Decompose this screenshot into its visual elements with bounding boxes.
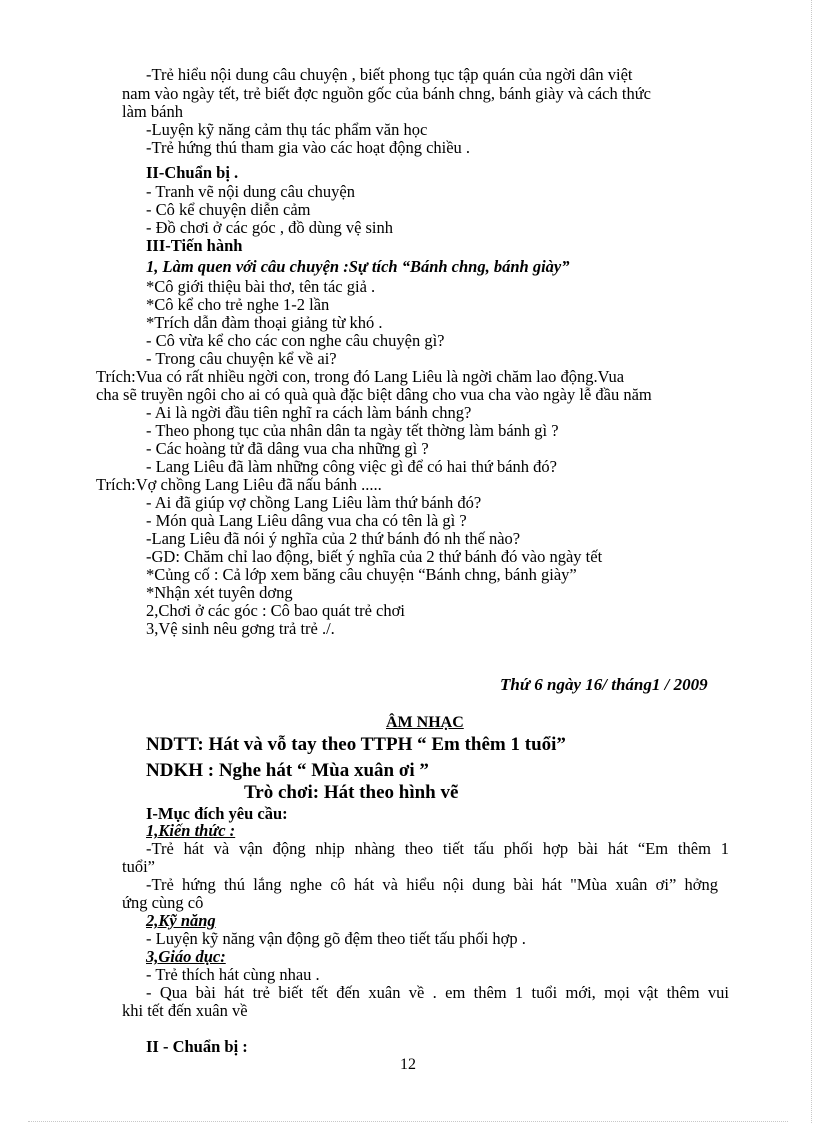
body-text: - Luyện kỹ năng vận động gõ đệm theo tiết tấu phối hợp . <box>146 929 526 948</box>
list-item: 3,Vệ sinh nêu gơng trả trẻ ./. <box>146 619 335 638</box>
section-heading: II-Chuẩn bị . <box>146 163 239 182</box>
quote-text: cha sẽ truyền ngôi cho ai có quà quà đặc biệt dâng cho vua cha vào ngày lễ đầu năm <box>96 385 652 404</box>
list-item: - Trong câu chuyện kể về ai? <box>146 349 337 368</box>
list-item: -Lang Liêu đã nói ý nghĩa của 2 thứ bánh đó nh thế nào? <box>146 529 521 548</box>
list-item: - Ai đã giúp vợ chồng Lang Liêu làm thứ bánh đó? <box>146 493 482 512</box>
quote-text: Trích:Vua có rất nhiều ngời con, trong đó Lang Liêu là ngời chăm lao động.Vua <box>96 367 625 386</box>
goal-text: -Trẻ hiểu nội dung câu chuyện , biết phong tục tập quán của ngời dân việt <box>146 65 633 84</box>
list-item: - Các hoàng tử đã dâng vua cha những gì ? <box>146 439 429 458</box>
sub-heading: 3,Giáo dục: <box>146 947 226 966</box>
page-number: 12 <box>400 1056 416 1073</box>
goal-text: làm bánh <box>122 102 183 121</box>
sub-heading: 1, Làm quen với câu chuyện :Sự tích “Bánh chng, bánh giày” <box>146 257 570 276</box>
list-item: 2,Chơi ở các góc : Cô bao quát trẻ chơi <box>146 601 405 620</box>
body-text: - Trẻ thích hát cùng nhau . <box>146 965 320 984</box>
page-border-right <box>811 0 812 1123</box>
body-text: ứng cùng cô <box>122 893 204 912</box>
section-heading: III-Tiến hành <box>146 236 243 255</box>
ndkh-heading: NDKH : Nghe hát “ Mùa xuân ơi ” <box>146 760 429 781</box>
body-text: -Trẻ hứng thú lắng nghe cô hát và hiểu nội dung bài hát "Mùa xuân ơi” hởng <box>146 875 718 894</box>
list-item: - Cô vừa kể cho các con nghe câu chuyện gì? <box>146 331 445 350</box>
list-item: *Trích dẫn đàm thoại giảng từ khó . <box>146 313 383 332</box>
list-item: - Lang Liêu đã làm những công việc gì để có hai thứ bánh đó? <box>146 457 558 476</box>
goal-text: nam vào ngày tết, trẻ biết đợc nguồn gốc của bánh chng, bánh giày và cách thức <box>122 84 651 103</box>
list-item: -GD: Chăm chỉ lao động, biết ý nghĩa của 2 thứ bánh đó vào ngày tết <box>146 547 603 566</box>
list-item: *Cô kể cho trẻ nghe 1-2 lần <box>146 295 330 314</box>
section-heading: I-Mục đích yêu cầu: <box>146 804 288 823</box>
body-text: khi tết đến xuân về <box>122 1001 248 1020</box>
list-item: - Đồ chơi ở các góc , đồ dùng vệ sinh <box>146 218 394 237</box>
subject-title: ÂM NHẠC <box>386 714 464 731</box>
sub-heading: 1,Kiến thức : <box>146 821 236 840</box>
list-item: *Cô giới thiệu bài thơ, tên tác giả . <box>146 277 376 296</box>
goal-text: -Luyện kỹ năng cảm thụ tác phẩm văn học <box>146 120 428 139</box>
body-text: -Trẻ hát và vận động nhịp nhàng theo tiết tấu phối hợp bài hát “Em thêm 1 <box>146 839 729 858</box>
body-text: - Qua bài hát trẻ biết tết đến xuân về . em thêm 1 tuổi mới, mọi vật thêm vui <box>146 983 729 1002</box>
section-heading: II - Chuẩn bị : <box>146 1037 248 1056</box>
quote-text: Trích:Vợ chồng Lang Liêu đã nấu bánh ..... <box>96 475 382 494</box>
list-item: - Tranh vẽ nội dung câu chuyện <box>146 182 355 201</box>
list-item: *Củng cố : Cả lớp xem băng câu chuyện “Bánh chng, bánh giày” <box>146 565 577 584</box>
lesson-date: Thứ 6 ngày 16/ tháng1 / 2009 <box>500 675 708 694</box>
body-text: tuổi” <box>122 857 155 876</box>
list-item: - Theo phong tục của nhân dân ta ngày tết thờng làm bánh gì ? <box>146 421 559 440</box>
goal-text: -Trẻ hứng thú tham gia vào các hoạt động chiều . <box>146 138 471 157</box>
list-item: - Món quà Lang Liêu dâng vua cha có tên là gì ? <box>146 511 467 530</box>
page-border-bottom <box>28 1121 788 1122</box>
game-heading: Trò chơi: Hát theo hình vẽ <box>244 782 459 803</box>
sub-heading: 2,Kỹ năng <box>146 911 216 930</box>
list-item: - Ai là ngời đầu tiên nghĩ ra cách làm bánh chng? <box>146 403 472 422</box>
list-item: - Cô kể chuyện diễn cảm <box>146 200 311 219</box>
list-item: *Nhận xét tuyên dơng <box>146 583 293 602</box>
ndtt-heading: NDTT: Hát và vỗ tay theo TTPH “ Em thêm 1 tuổi” <box>146 734 566 755</box>
